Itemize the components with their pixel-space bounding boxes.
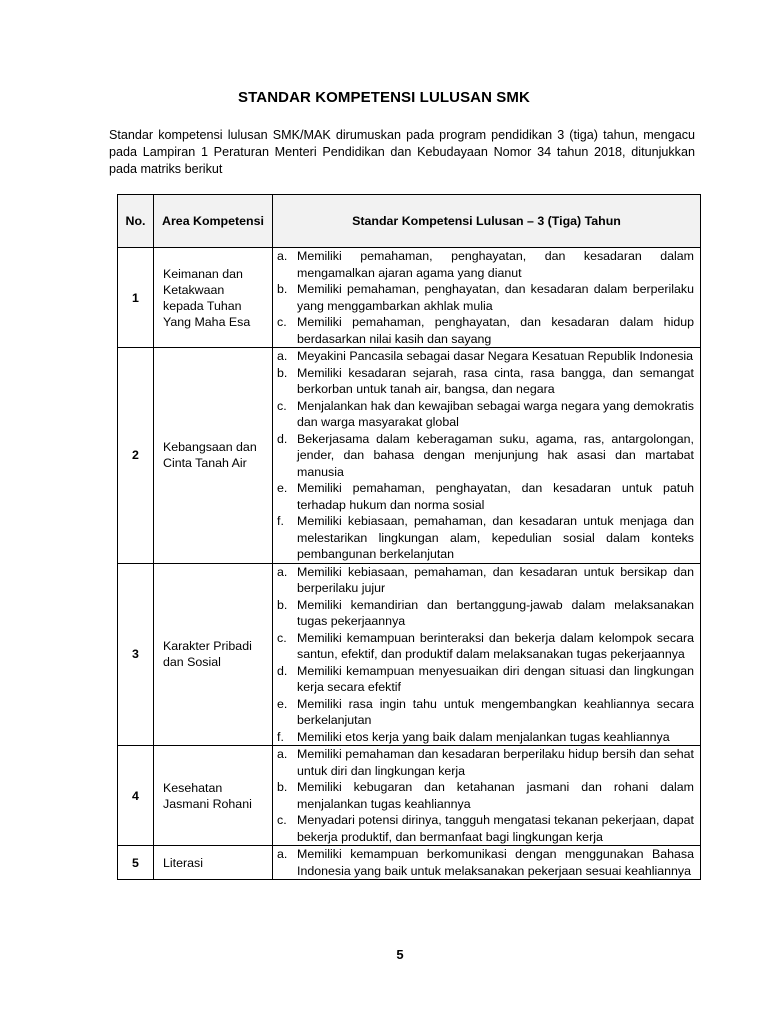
standard-cell (273, 348, 701, 564)
item-text: Memiliki kemandirian dan bertanggung-jawab dalam melaksanakan tugas pekerjaannya (297, 597, 694, 628)
item-text: Meyakini Pancasila sebagai dasar Negara Kesatuan Republik Indonesia (297, 349, 694, 363)
standard-item (277, 696, 694, 729)
item-marker: b. (277, 597, 288, 612)
standard-list (277, 348, 694, 563)
item-text: Memiliki pemahaman dan kesadaran berperilaku hidup bersih dan sehat untuk diri dan lingkungan kerja (297, 747, 694, 778)
table-header-row (118, 195, 701, 248)
standard-item (277, 480, 694, 513)
item-marker: b. (277, 282, 288, 296)
standard-item (277, 365, 694, 398)
item-text: Memiliki kebiasaan, pemahaman, dan kesadaran untuk bersikap dan berperilaku jujur (297, 564, 694, 595)
item-marker: c. (277, 813, 287, 827)
row-number: 4 (118, 746, 154, 846)
competency-area: Keimanan dan Ketakwaan kepada Tuhan Yang Maha Esa (154, 248, 273, 348)
standard-item (277, 663, 694, 696)
item-text: Memiliki kebugaran dan ketahanan jasmani dan rohani dalam menjalankan tugas keahliannya (297, 780, 694, 811)
item-text: Memiliki pemahaman, penghayatan, dan kesadaran dalam berperilaku yang menggambarkan akhlak mulia (297, 282, 694, 313)
row-number: 3 (118, 563, 154, 746)
item-marker: b. (277, 780, 288, 794)
standard-cell (273, 563, 701, 746)
standard-list (277, 248, 694, 347)
table-row (118, 348, 701, 564)
document-title: STANDAR KOMPETENSI LULUSAN SMK (238, 89, 530, 106)
item-text: Memiliki pemahaman, penghayatan, dan kesadaran untuk patuh terhadap hukum dan norma sosial (297, 481, 694, 512)
standard-item (277, 846, 694, 879)
item-marker: e. (277, 696, 288, 711)
row-number: 5 (118, 846, 154, 880)
table-body (118, 248, 701, 880)
standard-item (277, 281, 694, 314)
standard-item (277, 431, 694, 481)
page-number: 5 (396, 947, 404, 962)
item-text: Memiliki kesadaran sejarah, rasa cinta, rasa bangga, dan semangat berkorban untuk tanah air, bangsa, dan negara (297, 365, 694, 396)
standard-item (277, 729, 694, 746)
table-row (118, 248, 701, 348)
standard-item (277, 564, 694, 597)
item-marker: d. (277, 431, 288, 446)
competency-area: Karakter Pribadi dan Sosial (154, 563, 273, 746)
header-no: No. (118, 195, 154, 248)
item-marker: a. (277, 349, 288, 363)
item-text: Memiliki kemampuan berinteraksi dan bekerja dalam kelompok secara santun, efektif, dan produktif dalam melaksanakan tugas pekerjaannya (297, 630, 694, 661)
standard-item (277, 348, 694, 365)
standard-cell (273, 248, 701, 348)
standard-item (277, 248, 694, 281)
item-marker: f. (277, 514, 284, 528)
item-marker: d. (277, 663, 288, 678)
item-marker: b. (277, 365, 288, 380)
item-marker: c. (277, 315, 287, 329)
standard-list (277, 746, 694, 845)
item-marker: f. (277, 729, 284, 744)
item-text: Memiliki etos kerja yang baik dalam menjalankan tugas keahliannya (297, 729, 670, 744)
standard-item (277, 779, 694, 812)
item-text: Menyadari potensi dirinya, tangguh mengatasi tekanan pekerjaan, dapat bekerja produktif, dan bermanfaat bagi lingkungan kerja (297, 813, 694, 844)
item-text: Memiliki kemampuan berkomunikasi dengan menggunakan Bahasa Indonesia yang baik untuk melaksanakan pekerjaan sesuai keahliannya (297, 847, 694, 878)
standard-item (277, 597, 694, 630)
item-marker: a. (277, 847, 288, 861)
standard-cell (273, 746, 701, 846)
header-standard: Standar Kompetensi Lulusan – 3 (Tiga) Tahun (273, 195, 701, 248)
standard-item (277, 398, 694, 431)
item-text: Memiliki kemampuan menyesuaikan diri dengan situasi dan lingkungan kerja secara efektif (297, 663, 694, 694)
header-area: Area Kompetensi (154, 195, 273, 248)
table-row (118, 746, 701, 846)
item-text: Memiliki pemahaman, penghayatan, dan kesadaran dalam mengamalkan ajaran agama yang dianut (297, 249, 694, 280)
item-text: Memiliki rasa ingin tahu untuk mengembangkan keahliannya secara berkelanjutan (297, 696, 694, 727)
item-marker: c. (277, 398, 287, 413)
table-row (118, 846, 701, 880)
standard-item (277, 314, 694, 347)
table-row (118, 563, 701, 746)
item-marker: a. (277, 249, 288, 263)
standard-cell (273, 846, 701, 880)
competency-table (117, 194, 701, 880)
item-marker: a. (277, 747, 288, 761)
item-marker: e. (277, 481, 288, 495)
standard-item (277, 513, 694, 563)
item-text: Memiliki kebiasaan, pemahaman, dan kesadaran untuk menjaga dan melestarikan lingkungan alam, kepedulian sosial dalam konteks pembangunan berkelanjutan (297, 514, 694, 561)
item-text: Memiliki pemahaman, penghayatan, dan kesadaran dalam hidup berdasarkan nilai kasih dan sayang (297, 315, 694, 346)
standard-list (277, 564, 694, 746)
competency-area: Kebangsaan dan Cinta Tanah Air (154, 348, 273, 564)
item-marker: c. (277, 630, 287, 645)
standard-item (277, 812, 694, 845)
standard-item (277, 630, 694, 663)
competency-area: Literasi (154, 846, 273, 880)
competency-area: Kesehatan Jasmani Rohani (154, 746, 273, 846)
item-text: Menjalankan hak dan kewajiban sebagai warga negara yang demokratis dan warga masyarakat global (297, 398, 694, 429)
item-text: Bekerjasama dalam keberagaman suku, agama, ras, antargolongan, jender, dan bahasa dengan menjunjung hak asasi dan martabat manusia (297, 431, 694, 479)
intro-paragraph: Standar kompetensi lulusan SMK/MAK dirumuskan pada program pendidikan 3 (tiga) tahun, mengacu pada Lampiran 1 Peraturan Menteri Pendidikan dan Kebudayaan Nomor 34 tahun 2018, ditunjukkan pada matriks berikut (109, 128, 695, 176)
standard-list (277, 846, 694, 879)
row-number: 1 (118, 248, 154, 348)
item-marker: a. (277, 564, 288, 579)
row-number: 2 (118, 348, 154, 564)
standard-item (277, 746, 694, 779)
